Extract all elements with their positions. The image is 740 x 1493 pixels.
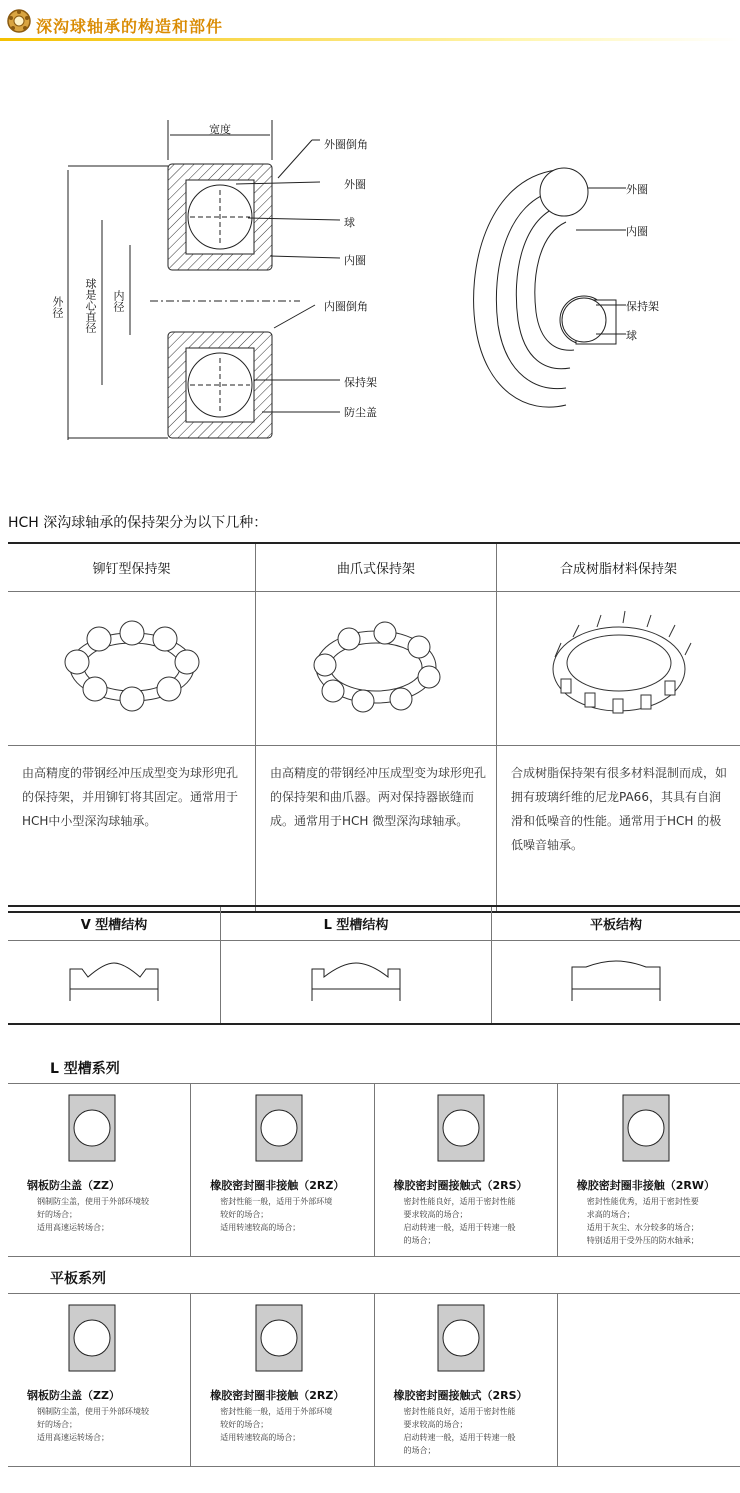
seal-type-name: 橡胶密封圈接触式（2RS） (393, 1389, 528, 1402)
cage-type-desc: 合成树脂保持架有很多材料混制而成，如拥有玻璃纤维的尼龙PA66，其具有自润滑和低噪音的性能。通常用于HCH 的极低噪音轴承。 (497, 746, 740, 913)
callout-3d-inner-ring: 内圈 (626, 225, 648, 238)
cage-type-desc: 由高精度的带钢经冲压成型变为球形兜孔的保持架和曲爪器。两对保持器嵌缝而成。通常用于HCH 微型深沟球轴承。 (256, 746, 497, 913)
crown-cage-image (256, 592, 497, 746)
riveted-cage-image (8, 592, 256, 746)
seal-type-desc: 密封性能一般，适用于外部环境 较好的场合； 适用转速较高的场合； (220, 1407, 333, 1442)
seal-type-cell (8, 1294, 191, 1467)
inner-diameter-label: 内径 (112, 290, 125, 312)
page-title: 深沟球轴承的构造和部件 (36, 17, 224, 36)
seal-type-desc: 密封性能良好，适用于密封性能 要求较高的场合； 启动转速一般，适用于转速一般 的场合； (403, 1407, 516, 1455)
cage-type-name: 合成树脂材料保持架 (497, 543, 740, 592)
v-groove-figure (8, 941, 221, 1025)
seal-type-name: 橡胶密封圈接触式（2RS） (393, 1179, 528, 1192)
seal-type-cell (374, 1084, 557, 1257)
callout-3d-cage: 保持架 (626, 300, 659, 313)
seal-type-name: 钢板防尘盖（ZZ） (27, 1389, 120, 1402)
l-series-title: L 型槽系列 (50, 1061, 120, 1077)
seal-type-desc: 钢制防尘盖，使用于外部环境较 好的场合； 适用高速运转场合； (37, 1197, 149, 1232)
callout-inner-chamfer: 内圈倒角 (324, 300, 368, 313)
callout-ball: 球 (344, 216, 355, 229)
callout-outer-chamfer: 外圈倒角 (324, 138, 368, 151)
seal-type-name: 橡胶密封圈非接触（2RZ） (210, 1389, 345, 1402)
flat-series-title: 平板系列 (50, 1271, 106, 1287)
cage-type-desc: 由高精度的带钢经冲压成型变为球形兜孔的保持架，并用铆钉将其固定。通常用于HCH中小型深沟球轴承。 (8, 746, 256, 913)
seal-type-name: 橡胶密封圈非接触（2RW） (576, 1179, 716, 1192)
seal-type-cell (191, 1084, 374, 1257)
bearing-logo-icon (6, 8, 32, 34)
bearing-3d-cutaway (466, 160, 636, 420)
groove-type-name: V 型槽结构 (8, 906, 221, 941)
width-label: 宽度 (209, 123, 231, 136)
seal-type-cell (557, 1084, 740, 1257)
cage-type-name: 铆钉型保持架 (8, 543, 256, 592)
callout-3d-outer-ring: 外圈 (626, 183, 648, 196)
l-groove-figure (221, 941, 492, 1025)
seal-type-desc: 密封性能优秀，适用于密封性要 求高的场合； 适用于灰尘、水分较多的场合； 特别适用于受外压的防水轴承； (586, 1197, 699, 1245)
flat-groove-figure (492, 941, 740, 1025)
groove-type-name: L 型槽结构 (221, 906, 492, 941)
callout-shield: 防尘盖 (344, 406, 377, 419)
seal-type-cell (191, 1294, 374, 1467)
flat-series-table (8, 1293, 740, 1467)
callout-cage: 保持架 (344, 376, 377, 389)
seal-type-cell (374, 1294, 557, 1467)
resin-cage-image (497, 592, 740, 746)
cage-types-table (8, 542, 740, 913)
seal-type-desc: 密封性能良好，适用于密封性能 要求较高的场合； 启动转速一般，适用于转速一般 的场合； (403, 1197, 516, 1245)
cage-intro-text: HCH 深沟球轴承的保持架分为以下几种： (8, 515, 268, 531)
pitch-diameter-label: 球是心直径 (84, 278, 97, 333)
section-header (0, 0, 740, 40)
groove-types-table (8, 905, 740, 1025)
callout-3d-ball: 球 (626, 329, 637, 342)
seal-type-name: 橡胶密封圈非接触（2RZ） (210, 1179, 345, 1192)
seal-type-desc: 钢制防尘盖，使用于外部环境较 好的场合； 适用高速运转场合； (37, 1407, 149, 1442)
seal-type-desc: 密封性能一般，适用于外部环境 较好的场合； 适用转速较高的场合； (220, 1197, 333, 1232)
empty-cell (557, 1294, 740, 1467)
seal-type-name: 钢板防尘盖（ZZ） (27, 1179, 120, 1192)
cage-type-name: 曲爪式保持架 (256, 543, 497, 592)
callout-inner-ring: 内圈 (344, 254, 366, 267)
callout-outer-ring: 外圈 (344, 178, 366, 191)
outer-diameter-label: 外径 (51, 296, 64, 318)
l-series-table (8, 1083, 740, 1257)
groove-type-name: 平板结构 (492, 906, 740, 941)
seal-type-cell (8, 1084, 191, 1257)
header-rule (0, 38, 740, 41)
